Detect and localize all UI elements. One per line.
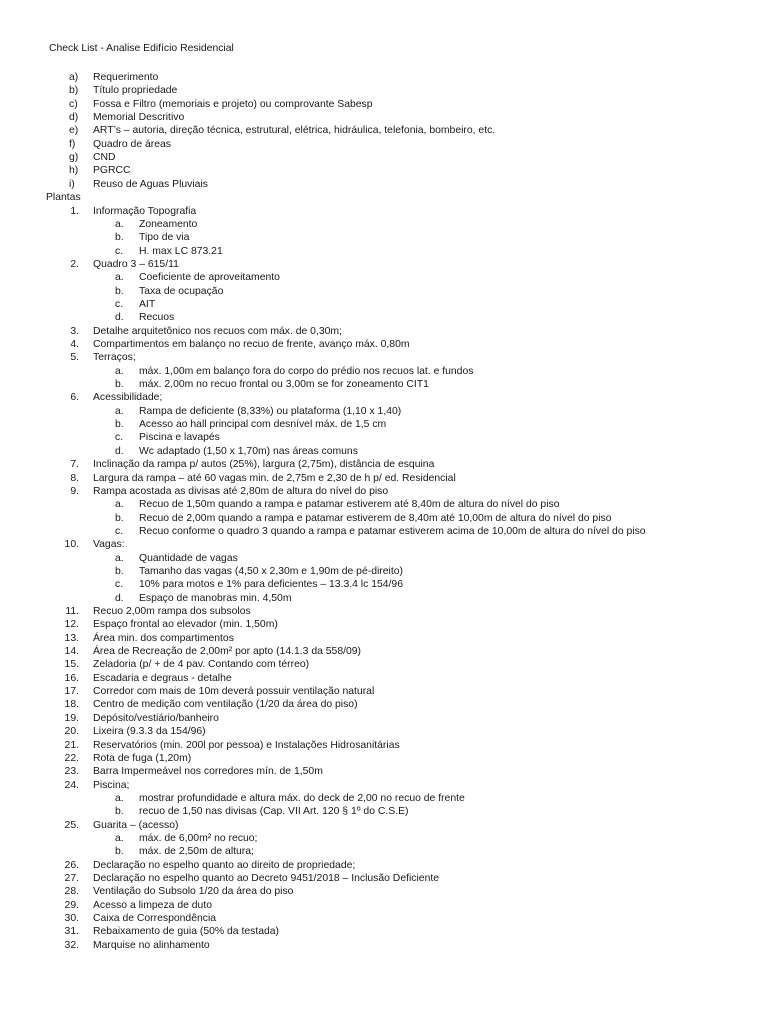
item-marker: c. xyxy=(115,298,124,310)
item-text: Plantas xyxy=(46,192,81,204)
item-text: Declaração no espelho quanto ao direito de propriedade; xyxy=(93,859,356,871)
item-text: máx. de 6,00m² no recuo; xyxy=(139,832,258,844)
item-marker: e) xyxy=(69,125,79,137)
item-marker: a. xyxy=(115,218,124,230)
item-marker: 15. xyxy=(64,659,79,671)
item-text: Piscina; xyxy=(93,779,130,791)
item-marker: 10. xyxy=(64,539,79,551)
item-marker: 1. xyxy=(70,205,79,217)
item-text: Acessibilidade; xyxy=(93,392,163,404)
item-marker: b. xyxy=(115,846,124,858)
item-text: Acesso a limpeza de duto xyxy=(93,899,212,911)
item-marker: a. xyxy=(115,272,124,284)
item-text: recuo de 1,50 nas divisas (Cap. VII Art. 120 § 1º do C.S.E) xyxy=(139,806,409,818)
item-marker: c) xyxy=(69,98,78,110)
item-marker: 16. xyxy=(64,672,79,684)
item-text: mostrar profundidade e altura máx. do deck de 2,00 no recuo de frente xyxy=(139,792,465,804)
item-text: Caixa de Correspondência xyxy=(93,913,217,925)
item-marker: 3. xyxy=(70,325,79,337)
item-text: Quadro 3 – 615/11 xyxy=(93,258,179,270)
item-marker: c. xyxy=(115,432,124,444)
item-marker: a. xyxy=(115,405,124,417)
item-text: Zoneamento xyxy=(139,218,198,230)
item-marker: 27. xyxy=(64,873,79,884)
item-text: Quadro de áreas xyxy=(93,138,171,150)
item-marker: 5. xyxy=(70,352,79,364)
item-text: Requerimento xyxy=(93,72,159,83)
item-text: Marquise no alinhamento xyxy=(93,939,210,951)
item-marker: a. xyxy=(115,499,124,511)
item-marker: 21. xyxy=(64,739,79,751)
item-marker: b. xyxy=(115,419,124,431)
item-marker: b. xyxy=(115,565,124,577)
item-text: Detalhe arquitetônico nos recuos com máx. de 0,30m; xyxy=(93,325,342,337)
item-text: Taxa de ocupação xyxy=(139,285,224,297)
item-marker: 31. xyxy=(64,926,79,938)
item-text: Coeficiente de aproveitamento xyxy=(139,272,280,284)
item-marker: i) xyxy=(69,178,75,190)
item-text: H. max LC 873.21 xyxy=(139,245,223,257)
item-text: Fossa e Filtro (memoriais e projeto) ou comprovante Sabesp xyxy=(93,98,373,110)
item-text: Guarita – (acesso) xyxy=(93,819,179,831)
item-text: Acesso ao hall principal com desnível máx. de 1,5 cm xyxy=(139,419,387,431)
item-marker: d. xyxy=(115,445,124,457)
item-text: Rampa acostada as divisas até 2,80m de altura do nível do piso xyxy=(93,485,389,497)
item-text: Tipo de via xyxy=(139,232,190,244)
item-marker: 9. xyxy=(70,485,79,497)
item-text: máx. 1,00m em balanço fora do corpo do prédio nos recuos lat. e fundos xyxy=(139,365,474,377)
item-text: Espaço frontal ao elevador (min. 1,50m) xyxy=(93,619,278,631)
item-text: AIT xyxy=(139,298,156,310)
item-text: Reservatórios (min. 200l por pessoa) e Instalações Hidrosanitárias xyxy=(93,739,400,751)
item-text: Declaração no espelho quanto ao Decreto 9451/2018 – Inclusão Deficiente xyxy=(93,873,440,884)
item-marker: a) xyxy=(69,72,79,83)
item-text: Zeladoria (p/ + de 4 pav. Contando com térreo) xyxy=(93,659,310,671)
item-marker: c. xyxy=(115,245,124,257)
item-text: Piscina e lavapés xyxy=(139,432,220,444)
item-marker: d. xyxy=(115,592,124,604)
item-marker: f) xyxy=(69,138,76,150)
item-marker: 2. xyxy=(70,258,79,270)
item-text: Centro de medição com ventilação (1/20 da área do piso) xyxy=(93,699,358,711)
item-text: Vagas: xyxy=(93,539,125,551)
item-text: Rebaixamento de guia (50% da testada) xyxy=(93,926,279,938)
item-marker: 26. xyxy=(64,859,79,871)
item-marker: 22. xyxy=(64,752,79,764)
item-marker: a. xyxy=(115,792,124,804)
item-marker: 29. xyxy=(64,899,79,911)
item-marker: 12. xyxy=(64,619,79,631)
item-text: Terraços; xyxy=(93,352,136,364)
item-marker: b. xyxy=(115,806,124,818)
item-text: Barra Impermeável nos corredores mín. de 1,50m xyxy=(93,766,323,778)
item-text: ART’s – autoria, direção técnica, estrutural, elétrica, hidráulica, telefonia, bombeiro, etc. xyxy=(93,125,496,137)
item-marker: a. xyxy=(115,832,124,844)
item-text: Tamanho das vagas (4,50 x 2,30m e 1,90m de pé-direito) xyxy=(139,565,403,577)
item-marker: 28. xyxy=(64,886,79,898)
item-text: Área min. dos compartimentos xyxy=(93,632,234,644)
item-text: Recuo conforme o quadro 3 quando a rampa e patamar estiverem acima de 10,00m de altura do nível do piso xyxy=(139,525,646,537)
item-marker: 19. xyxy=(64,712,79,724)
item-marker: 6. xyxy=(70,392,79,404)
item-text: Memorial Descritivo xyxy=(93,112,185,124)
item-marker: 13. xyxy=(64,632,79,644)
item-marker: 18. xyxy=(64,699,79,711)
item-marker: b. xyxy=(115,285,124,297)
item-marker: g) xyxy=(69,152,79,164)
item-text: 10% para motos e 1% para deficientes – 13.3.4 lc 154/96 xyxy=(139,579,403,591)
item-text: Informação Topografia xyxy=(93,205,197,217)
item-text: Wc adaptado (1,50 x 1,70m) nas áreas comuns xyxy=(139,445,358,457)
item-marker: 14. xyxy=(64,646,79,658)
item-text: Largura da rampa – até 60 vagas min. de 2,75m e 2,30 de h p/ ed. Residencial xyxy=(93,472,456,484)
item-marker: 11. xyxy=(65,606,79,617)
item-text: Espaço de manobras min. 4,50m xyxy=(139,592,292,604)
item-marker: 8. xyxy=(70,472,79,484)
item-text: Recuos xyxy=(139,312,175,324)
item-text: Recuo de 1,50m quando a rampa e patamar estiverem até 8,40m de altura do nível do piso xyxy=(139,499,560,511)
item-marker: 17. xyxy=(64,686,79,698)
item-text: Ventilação do Subsolo 1/20 da área do piso xyxy=(93,886,294,898)
item-text: Depósito/vestiário/banheiro xyxy=(93,712,219,724)
item-marker: h) xyxy=(69,165,79,177)
item-text: CND xyxy=(93,152,116,164)
item-text: Compartimentos em balanço no recuo de frente, avanço máx. 0,80m xyxy=(93,339,410,350)
item-marker: a. xyxy=(115,552,124,564)
item-text: máx. 2,00m no recuo frontal ou 3,00m se for zoneamento CIT1 xyxy=(139,379,429,391)
item-text: Rampa de deficiente (8,33%) ou plataforma (1,10 x 1,40) xyxy=(139,405,402,417)
item-marker: 30. xyxy=(64,913,79,925)
item-marker: 24. xyxy=(64,779,79,791)
item-marker: d) xyxy=(69,112,79,124)
item-marker: 4. xyxy=(70,339,79,350)
item-text: Rota de fuga (1,20m) xyxy=(93,752,192,764)
item-text: Lixeira (9.3.3 da 154/96) xyxy=(93,726,206,738)
item-text: Área de Recreação de 2,00m² por apto (14.1.3 da 558/09) xyxy=(93,646,362,658)
item-text: Recuo de 2,00m quando a rampa e patamar estiverem de 8,40m até 10,00m de altura do nível do piso xyxy=(139,512,612,524)
item-marker: c. xyxy=(115,579,124,591)
item-marker: b. xyxy=(115,512,124,524)
item-text: Inclinação da rampa p/ autos (25%), largura (2,75m), distância de esquina xyxy=(93,459,435,471)
item-text: PGRCC xyxy=(93,165,131,177)
item-marker: 20. xyxy=(64,726,79,738)
item-marker: b) xyxy=(69,85,79,97)
item-marker: 32. xyxy=(64,939,79,951)
item-text: Escadaria e degraus - detalhe xyxy=(93,672,232,684)
item-marker: a. xyxy=(115,365,124,377)
item-text: Corredor com mais de 10m deverá possuir ventilação natural xyxy=(93,686,375,698)
item-marker: 7. xyxy=(70,459,79,471)
item-marker: b. xyxy=(115,232,124,244)
item-text: Recuo 2,00m rampa dos subsolos xyxy=(93,606,251,617)
document-title: Check List - Analise Edifício Residencial xyxy=(49,43,234,54)
item-marker: d. xyxy=(115,312,124,324)
item-text: Título propriedade xyxy=(93,85,178,97)
item-text: Reuso de Aguas Pluviais xyxy=(93,178,208,190)
item-marker: c. xyxy=(115,525,124,537)
item-marker: 23. xyxy=(64,766,79,778)
item-text: máx. de 2,50m de altura; xyxy=(139,846,254,858)
item-marker: 25. xyxy=(64,819,79,831)
item-marker: b. xyxy=(115,379,124,391)
item-text: Quantidade de vagas xyxy=(139,552,238,564)
